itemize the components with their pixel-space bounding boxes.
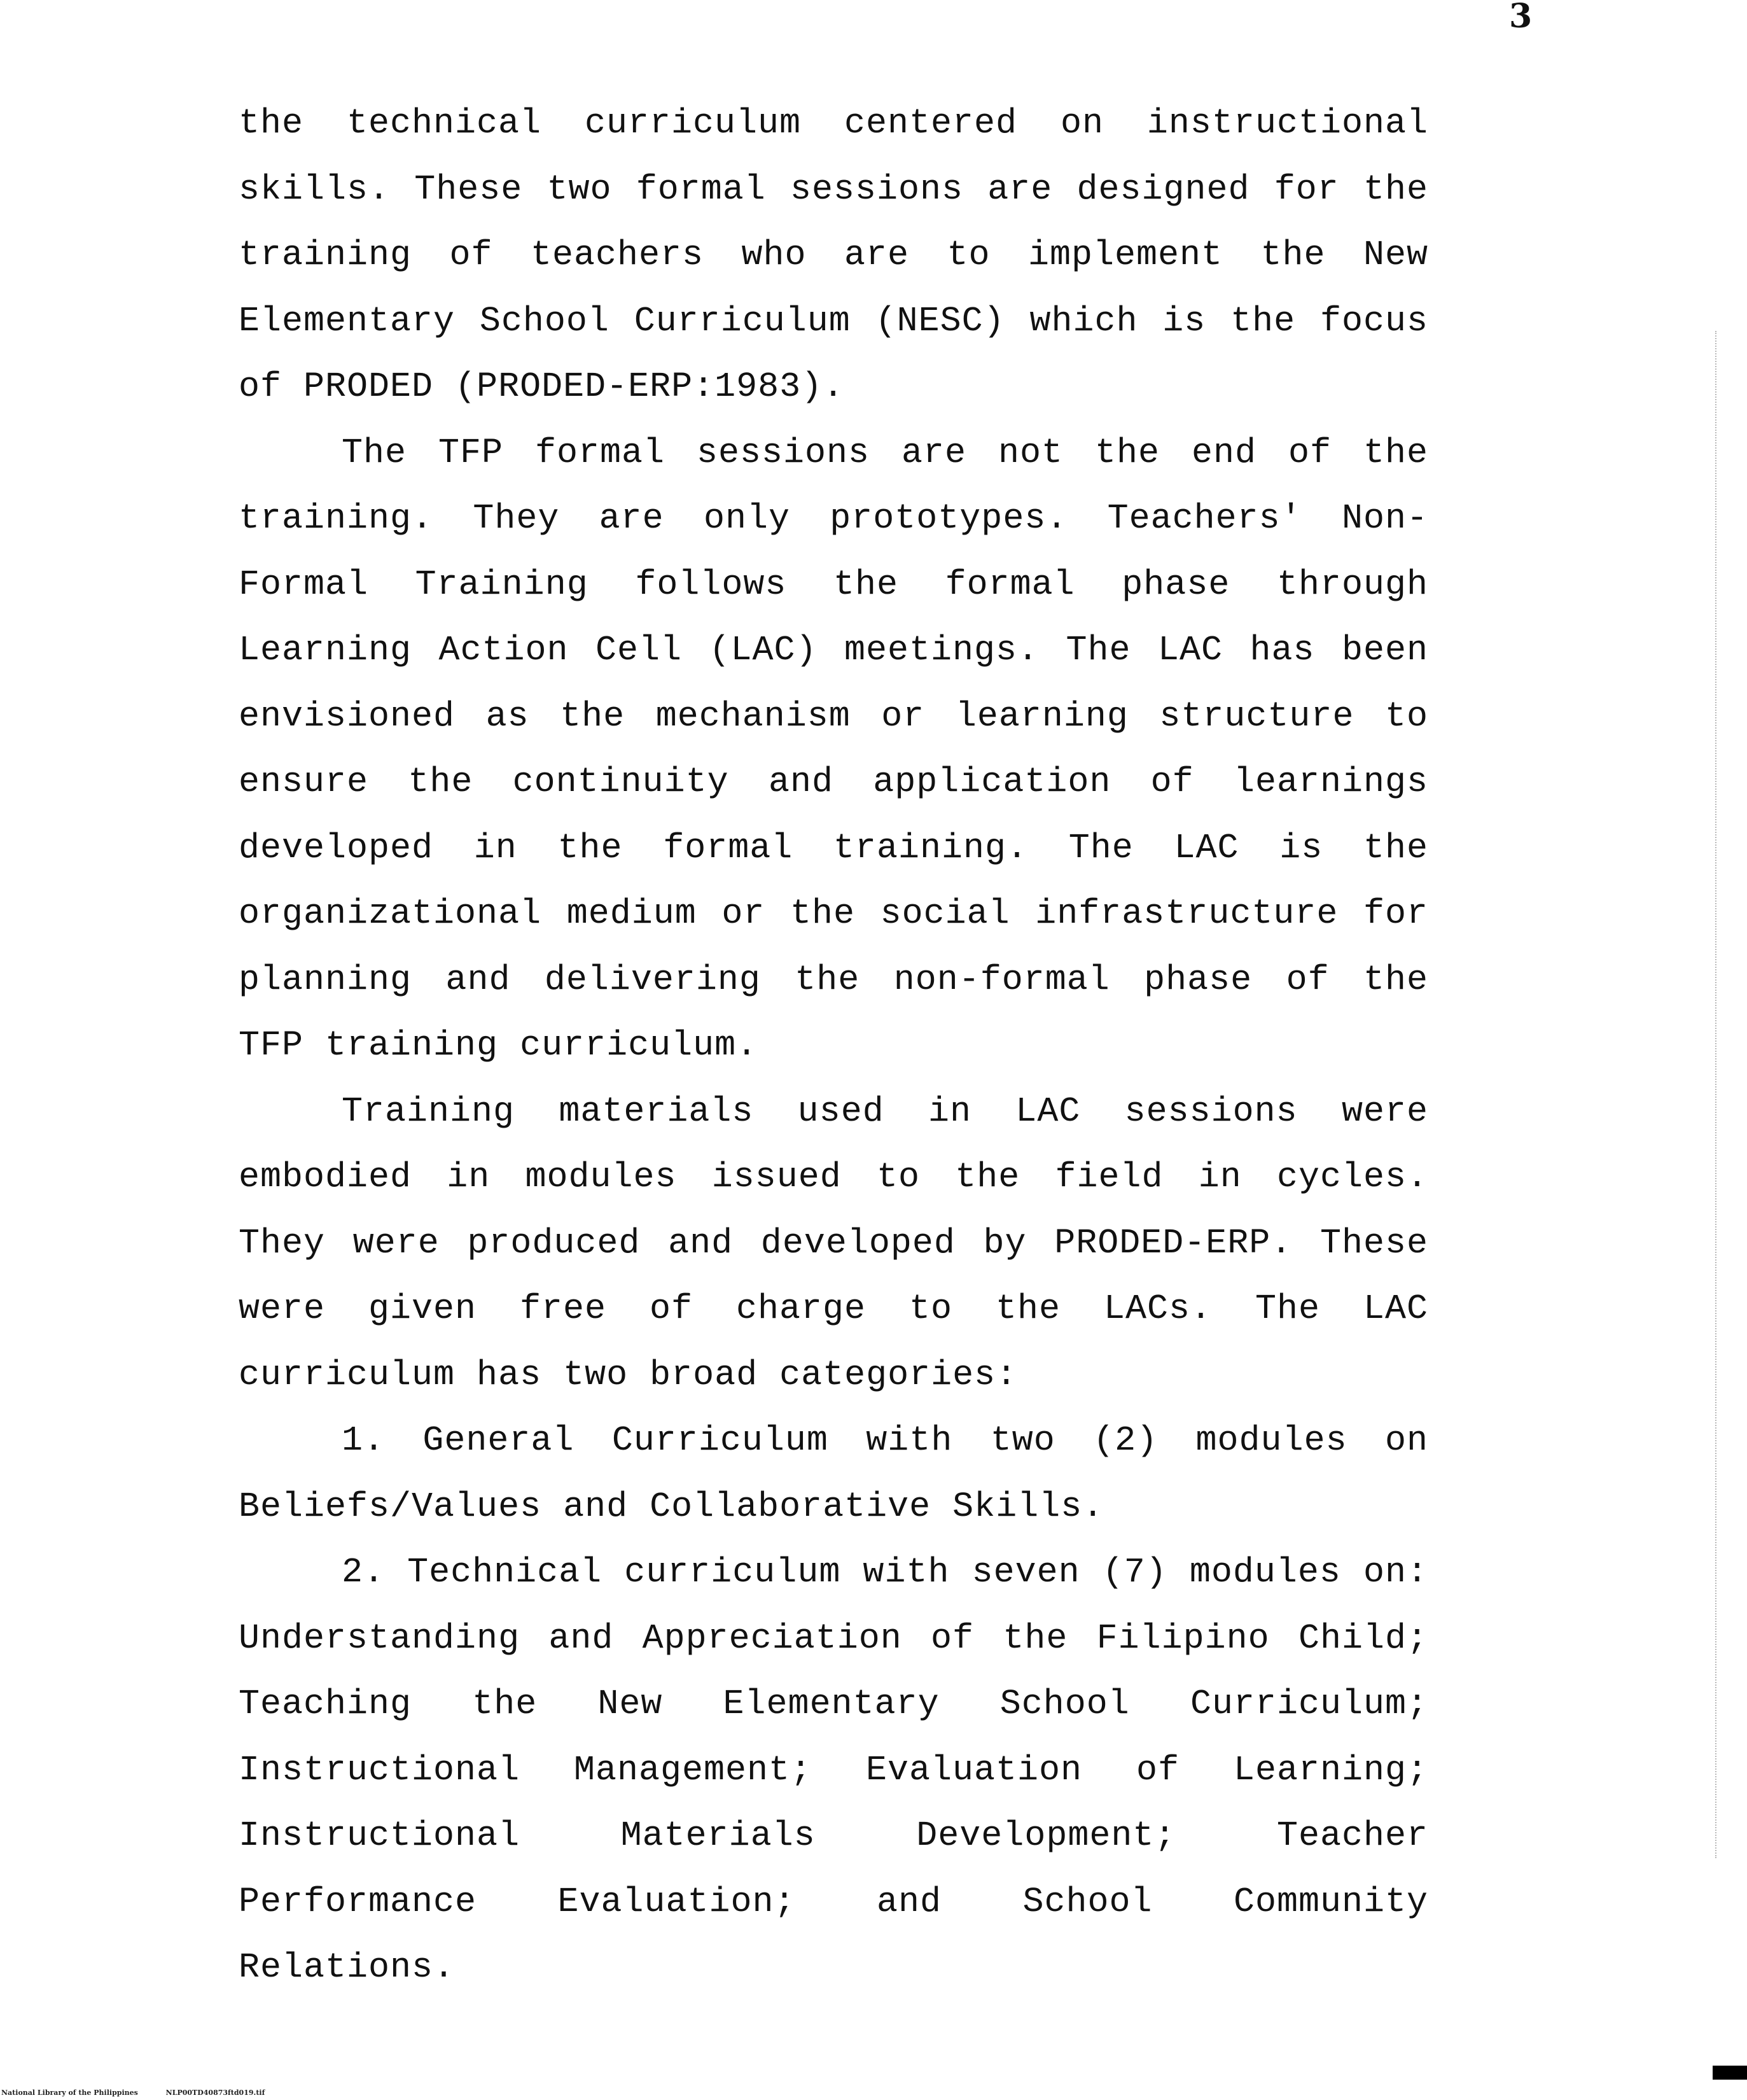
paragraph-lac-overview: The TFP formal sessions are not the end of the training. They are only prototypes. Teachers' Non-Formal Training follows the formal phase through Learning Action Cell (LAC) meetings. The LAC has been envisioned as the mechanism or learning structure to ensure the continuity and application of learnings developed in the formal training. The LAC is the organizational medium or the social infrastructure for planning and delivering the non-formal phase of the TFP training curriculum. [239, 432, 1428, 1065]
document-body [239, 90, 1428, 2001]
footer-file-id: NLP00TD40873ftd019.tif [165, 2089, 265, 2097]
footer-library-name: National Library of the Philippines [1, 2089, 138, 2097]
list-item-general-curriculum: 1. General Curriculum with two (2) modules on Beliefs/Values and Collaborative Skills. [239, 1420, 1428, 1527]
scan-registration-mark [1713, 2066, 1747, 2080]
list-item-technical-curriculum: 2. Technical curriculum with seven (7) modules on: Understanding and Appreciation of the Filipino Child; Teaching the New Elementary School Curriculum; Instructional Management; Evaluation of Learning; Instructional Materials Development; Teacher Performance Evaluation; and School Community Relations. [239, 1552, 1428, 1987]
paragraph-training-materials: Training materials used in LAC sessions were embodied in modules issued to the field in cycles. They were produced and developed by PRODED-ERP. These were given free of charge to the LACs. The LAC curriculum has two broad categories: [239, 1091, 1428, 1395]
paragraph-continuation: the technical curriculum centered on instructional skills. These two formal sessions are designed for the training of teachers who are to implement the New Elementary School Curriculum (NESC) which is the focus of PRODED (PRODED-ERP:1983). [239, 103, 1428, 407]
scan-edge-noise [1714, 331, 1716, 1858]
page-number: 3 [1509, 0, 1533, 36]
scan-footer [1, 2089, 265, 2097]
